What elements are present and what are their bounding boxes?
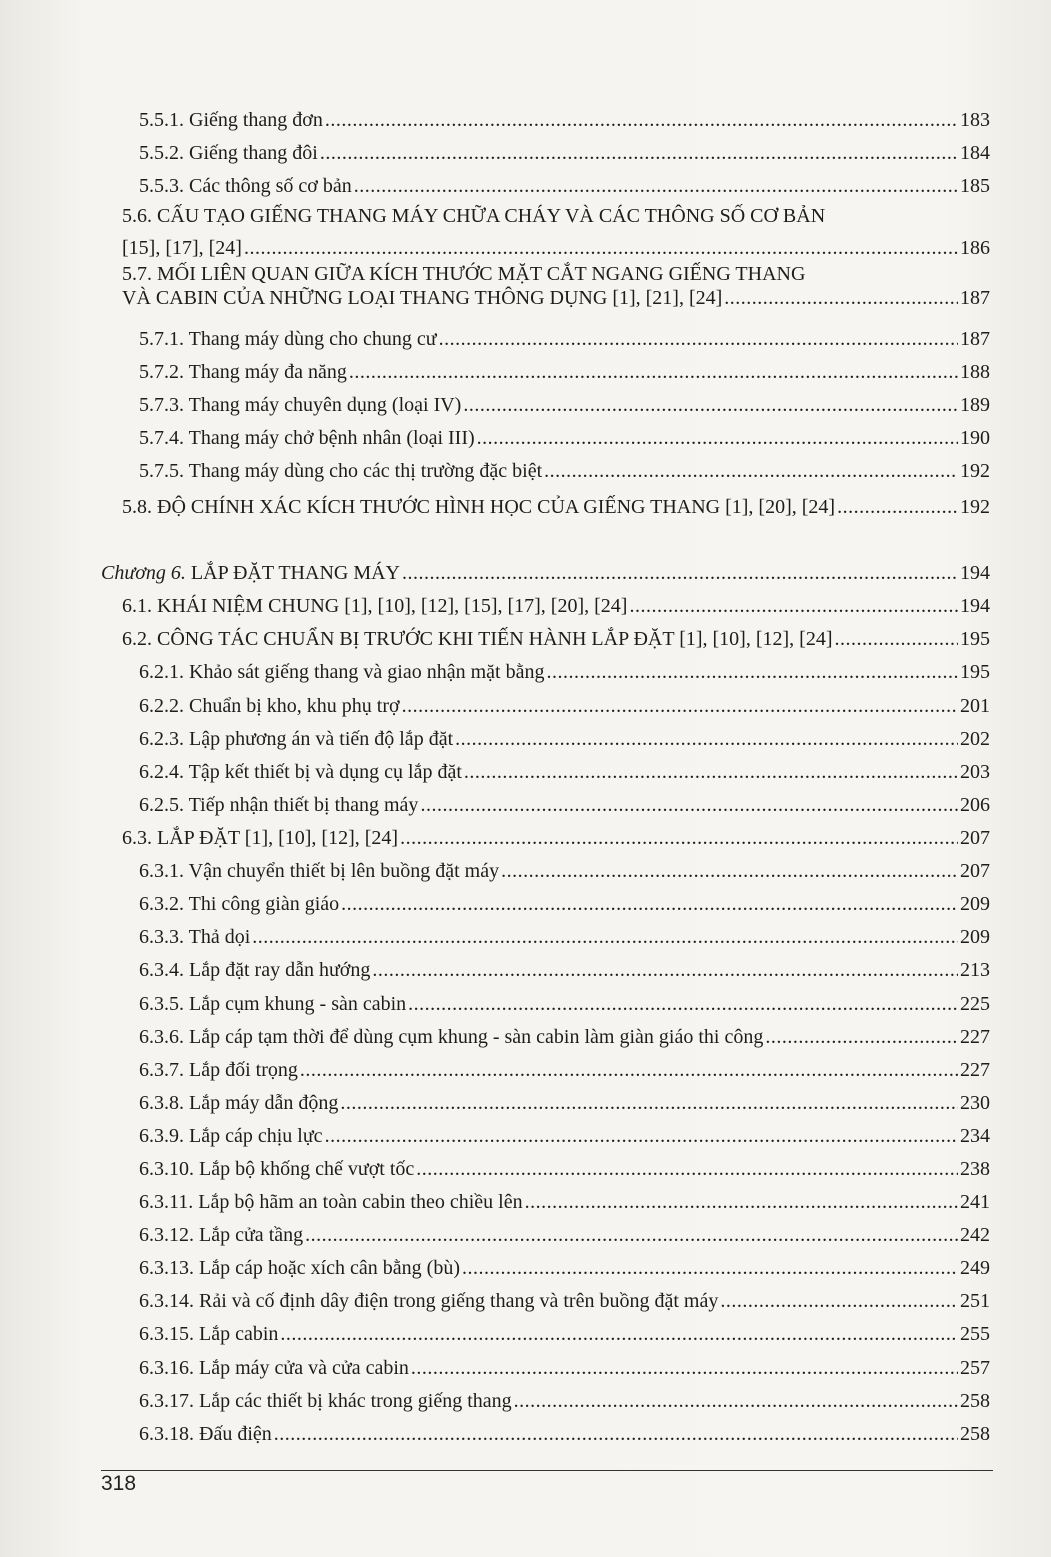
dot-leader [477,426,958,450]
toc-entry[interactable] [139,1289,990,1313]
toc-entry[interactable] [139,1256,990,1280]
toc-entry-line [139,727,990,751]
dot-leader [724,286,958,310]
toc-entry-line [139,459,990,483]
toc-entry-title-text: 6.3.8. Lắp máy dẫn động [139,1092,339,1114]
dot-leader [462,1256,958,1280]
toc-entry-line [139,393,990,417]
toc-entry-line [139,1289,990,1313]
toc-entry-title [139,793,418,817]
toc-entry-page: 206 [960,794,990,816]
toc-entry-title [139,1025,763,1049]
toc-entry-title [101,561,400,585]
dot-leader [300,1058,958,1082]
toc-entry-title-text: LẮP ĐẶT THANG MÁY [190,562,401,584]
toc-entry-title [139,760,462,784]
toc-entry-line [139,141,990,165]
toc-entry-line [139,1356,990,1380]
toc-entry-line [122,627,990,651]
toc-entry-title-text: 6.3.12. Lắp cửa tầng [139,1224,304,1246]
toc-entry[interactable] [139,925,990,949]
toc-entry[interactable] [139,660,990,684]
toc-entry-title [139,1389,512,1413]
toc-entry-title-text: 6.3.18. Đấu điện [139,1423,272,1445]
toc-entry-title [139,992,406,1016]
toc-entry-title [139,1422,272,1446]
toc-entry-title [139,1223,303,1247]
toc-entry-title-text: 6.3.2. Thi công giàn giáo [139,893,340,915]
dot-leader [349,360,958,384]
toc-entry-page: 202 [960,728,990,750]
toc-entry[interactable] [139,1124,990,1148]
dot-leader [837,495,958,519]
toc-entry-title-text: 6.3. LẮP ĐẶT [1], [10], [12], [24] [122,827,399,849]
toc-entry-title [122,627,832,651]
toc-entry[interactable] [139,1190,990,1214]
toc-entry[interactable] [139,992,990,1016]
toc-entry[interactable] [139,1422,990,1446]
toc-entry-line [139,1157,990,1181]
dot-leader [244,232,958,264]
toc-entry-title [122,594,627,618]
toc-entry-title-text: 6.3.9. Lắp cáp chịu lực [139,1125,323,1147]
toc-entry[interactable] [101,561,990,585]
toc-entry-line [139,1124,990,1148]
toc-entry-title-text: 6.3.13. Lắp cáp hoặc xích cân bằng (bù) [139,1257,460,1279]
toc-entry-title-line1: 5.7. MỐI LIÊN QUAN GIỮA KÍCH THƯỚC MẶT CẮT NGANG GIẾNG THANG [122,263,806,285]
toc-entry[interactable] [122,262,990,310]
toc-entry[interactable] [139,459,990,483]
toc-entry-title-text: 6.2.4. Tập kết thiết bị và dụng cụ lắp đặt [139,761,462,783]
toc-entry-page: 203 [960,761,990,783]
dot-leader [525,1190,958,1214]
toc-entry-title-text: VÀ CABIN CỦA NHỮNG LOẠI THANG THÔNG DỤNG [1], [21], [24] [122,287,723,309]
toc-entry-title-text: 6.2.2. Chuẩn bị kho, khu phụ trợ [139,695,400,717]
toc-entry-title [139,1356,409,1380]
toc-entry-page: 201 [960,695,990,717]
dot-leader [354,174,958,198]
toc-entry-title [139,360,347,384]
toc-entry-line [139,793,990,817]
toc-entry-title [139,426,475,450]
toc-entry-page: 227 [960,1059,990,1081]
toc-entry-page: 195 [960,661,990,683]
toc-entry-title [122,826,398,850]
toc-entry-title-text: 5.5.3. Các thông số cơ bản [139,175,352,197]
toc-entry-line [122,232,990,264]
toc-entry-title-text: 5.7.4. Thang máy chở bệnh nhân (loại III) [139,427,475,449]
dot-leader [274,1422,958,1446]
toc-entry-page: 238 [960,1158,990,1180]
toc-entry-title [139,327,437,351]
toc-entry-line [139,1389,990,1413]
toc-entry-line [139,1190,990,1214]
toc-entry[interactable] [139,108,990,132]
toc-entry-line [139,108,990,132]
toc-entry-title [139,459,542,483]
toc-entry-title-text: 6.2.5. Tiếp nhận thiết bị thang máy [139,794,419,816]
toc-entry[interactable] [122,826,990,850]
toc-entry[interactable] [139,141,990,165]
toc-entry[interactable] [139,174,990,198]
toc-entry[interactable] [139,859,990,883]
toc-entry[interactable] [139,760,990,784]
toc-entry-title [139,958,370,982]
dot-leader [402,561,958,585]
dot-leader [455,727,958,751]
toc-entry-title [139,925,250,949]
toc-entry-title [122,286,722,310]
toc-entry-line [139,174,990,198]
toc-entry-page: 241 [960,1191,990,1213]
toc-entry-title-text: 6.3.10. Lắp bộ khống chế vượt tốc [139,1158,415,1180]
toc-entry[interactable] [139,1157,990,1181]
dot-leader [340,1091,958,1115]
toc-entry-title [139,1091,338,1115]
toc-entry[interactable] [139,958,990,982]
toc-entry-title-text: [15], [17], [24] [122,237,242,259]
dot-leader [629,594,958,618]
toc-entry[interactable] [139,360,990,384]
toc-entry[interactable] [139,1091,990,1115]
toc-entry-title [139,660,544,684]
toc-entry-page: 195 [960,628,990,650]
dot-leader [501,859,958,883]
toc-entry-page: 258 [960,1390,990,1412]
toc-entry-page: 213 [960,959,990,981]
toc-entry-title-text: 6.3.1. Vận chuyển thiết bị lên buồng đặt máy [139,860,500,882]
toc-entry-title [139,108,323,132]
toc-entry-page: 234 [960,1125,990,1147]
toc-entry-page: 190 [960,427,990,449]
toc-entry-title [139,1058,298,1082]
dot-leader [420,793,958,817]
toc-entry[interactable] [139,1389,990,1413]
toc-entry-title-text: 6.3.3. Thả dọi [139,926,251,948]
dot-leader [320,141,958,165]
toc-entry[interactable] [139,793,990,817]
toc-entry-title [139,859,499,883]
dot-leader [252,925,958,949]
toc-entry-page: 187 [960,328,990,350]
toc-entry-title-text: 6.1. KHÁI NIỆM CHUNG [1], [10], [12], [15], [17], [20], [24] [122,595,628,617]
dot-leader [544,459,958,483]
toc-entry-line [139,1223,990,1247]
toc-entry-title-text: 5.7.3. Thang máy chuyên dụng (loại IV) [139,394,462,416]
dot-leader [280,1322,958,1346]
dot-leader [325,1124,958,1148]
toc-entry-line [139,1422,990,1446]
toc-entry-title [139,1322,278,1346]
dot-leader [514,1389,958,1413]
dot-leader [834,627,958,651]
toc-entry-line [139,859,990,883]
toc-entry-page: 194 [960,562,990,584]
toc-entry-title-text: 6.3.14. Rải và cố định dây điện trong giếng thang và trên buồng đặt máy [139,1290,719,1312]
dot-leader [546,660,958,684]
toc-entry-page: 257 [960,1357,990,1379]
toc-entry[interactable] [139,1356,990,1380]
dot-leader [464,760,958,784]
toc-entry-page: 186 [960,237,990,259]
dot-leader [402,694,958,718]
toc-entry-title-text: 5.7.5. Thang máy dùng cho các thị trường đặc biệt [139,460,543,482]
dot-leader [341,892,958,916]
toc-entry-title [139,1289,718,1313]
toc-entry[interactable] [139,1058,990,1082]
chapter-prefix: Chương 6. [101,562,186,584]
toc-entry-title [139,141,318,165]
toc-entry-line [139,1091,990,1115]
page-number: 318 [101,1472,137,1495]
toc-entry-line [139,892,990,916]
dot-leader [305,1223,958,1247]
dot-leader [439,327,958,351]
toc-entry-page: 192 [960,460,990,482]
toc-entry-title-text: 6.3.7. Lắp đối trọng [139,1059,298,1081]
toc-entry-title-text: 5.7.1. Thang máy dùng cho chung cư [139,328,437,350]
toc-entry[interactable] [122,495,990,519]
dot-leader [463,393,958,417]
toc-entry-title [139,1256,460,1280]
toc-entry-page: 225 [960,993,990,1015]
toc-entry-title-text: 5.5.1. Giếng thang đơn [139,109,323,131]
toc-entry-line [139,1058,990,1082]
toc-entry[interactable] [139,727,990,751]
toc-entry-title-text: 5.8. ĐỘ CHÍNH XÁC KÍCH THƯỚC HÌNH HỌC CỦA GIẾNG THANG [1], [20], [24] [122,496,836,518]
dot-leader [765,1025,958,1049]
toc-entry-title-text: 5.5.2. Giếng thang đôi [139,142,318,164]
toc-entry-page: 188 [960,361,990,383]
toc-entry[interactable] [139,426,990,450]
toc-entry-line [139,1256,990,1280]
toc-entry-title [139,174,352,198]
toc-entry[interactable] [122,627,990,651]
toc-entry-title-line1: 5.6. CẤU TẠO GIẾNG THANG MÁY CHỮA CHÁY VÀ CÁC THÔNG SỐ CƠ BẢN [122,205,826,227]
toc-entry-title-text: 6.2.3. Lập phương án và tiến độ lắp đặt [139,728,454,750]
toc-entry[interactable] [139,1322,990,1346]
toc-entry-title-text: 6.3.5. Lắp cụm khung - sàn cabin [139,993,407,1015]
dot-leader [372,958,958,982]
toc-entry-page: 227 [960,1026,990,1048]
toc-entry-title [122,495,835,519]
toc-entry-title-text: 6.3.17. Lắp các thiết bị khác trong giếng thang [139,1390,512,1412]
toc-entry-title [139,694,400,718]
toc-entry-page: 242 [960,1224,990,1246]
toc-entry-page: 258 [960,1423,990,1445]
dot-leader [411,1356,958,1380]
toc-entry-title [122,232,242,264]
dot-leader [400,826,958,850]
toc-entry-line [139,694,990,718]
toc-entry-page: 183 [960,109,990,131]
toc-entry-title-text: 6.3.6. Lắp cáp tạm thời để dùng cụm khung - sàn cabin làm giàn giáo thi công [139,1026,764,1048]
toc-entry-page: 184 [960,142,990,164]
toc-entry-title-text: 6.3.15. Lắp cabin [139,1323,279,1345]
toc-entry-line [139,327,990,351]
toc-entry-page: 230 [960,1092,990,1114]
toc-entry-line [139,925,990,949]
dot-leader [408,992,958,1016]
dot-leader [325,108,958,132]
footer-rule [101,1470,993,1471]
toc-entry-page: 249 [960,1257,990,1279]
toc-entry-title [139,1157,414,1181]
toc-entry-title-text: 6.3.16. Lắp máy cửa và cửa cabin [139,1357,409,1379]
toc-entry[interactable] [139,694,990,718]
toc-entry-page: 207 [960,827,990,849]
toc-entry-line [101,561,990,585]
toc-entry[interactable] [122,200,990,264]
toc-entry[interactable] [139,892,990,916]
toc-entry-page: 255 [960,1323,990,1345]
toc-entry-line [139,360,990,384]
toc-entry-page: 209 [960,926,990,948]
toc-entry-line [139,992,990,1016]
toc-entry-title [139,1190,523,1214]
toc-entry-page: 209 [960,893,990,915]
toc-entry-title-text: 6.2.1. Khảo sát giếng thang và giao nhận mặt bằng [139,661,545,683]
dot-leader [720,1289,958,1313]
toc-entry-line [139,760,990,784]
toc-entry-page: 192 [960,496,990,518]
toc-entry-line [122,826,990,850]
toc-entry-line [122,594,990,618]
toc-entry-page: 185 [960,175,990,197]
toc-entry-line [139,1025,990,1049]
toc-entry-page: 194 [960,595,990,617]
toc-entry-title [139,1124,323,1148]
toc-entry-title-text: 6.3.11. Lắp bộ hãm an toàn cabin theo chiều lên [139,1191,523,1213]
toc-entry-line [139,958,990,982]
toc-entry-title [139,892,339,916]
toc-entry[interactable] [122,594,990,618]
toc-entry[interactable] [139,393,990,417]
toc-entry-line [122,286,990,310]
toc-entry-page: 251 [960,1290,990,1312]
toc-entry-page: 189 [960,394,990,416]
toc-entry-line [139,426,990,450]
toc-entry-title [139,727,453,751]
toc-entry-title-text: 6.2. CÔNG TÁC CHUẨN BỊ TRƯỚC KHI TIẾN HÀNH LẮP ĐẶT [1], [10], [12], [24] [122,628,833,650]
toc-entry-page: 207 [960,860,990,882]
toc-entry-line [139,1322,990,1346]
toc-entry[interactable] [139,1025,990,1049]
toc-entry-title-text: 5.7.2. Thang máy đa năng [139,361,347,383]
dot-leader [416,1157,958,1181]
toc-entry-title-text: 6.3.4. Lắp đặt ray dẫn hướng [139,959,371,981]
toc-entry[interactable] [139,327,990,351]
toc-entry-page: 187 [960,287,990,309]
toc-entry-line [122,495,990,519]
toc-entry[interactable] [139,1223,990,1247]
toc-entry-line [139,660,990,684]
toc-entry-title [139,393,461,417]
